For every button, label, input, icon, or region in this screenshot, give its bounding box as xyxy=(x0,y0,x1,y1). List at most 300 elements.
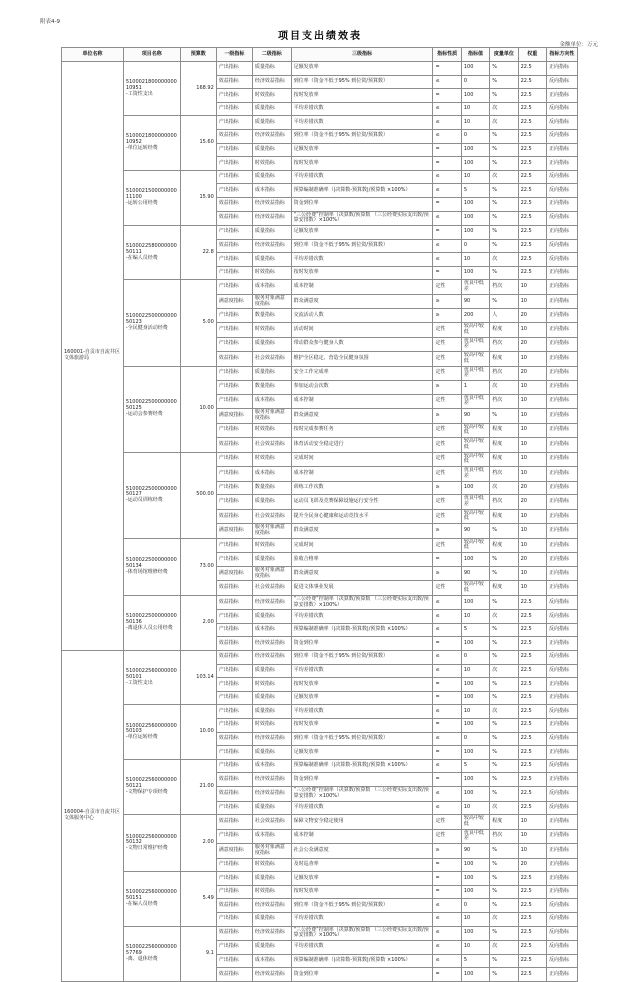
measure-unit-cell: % xyxy=(490,759,518,773)
header-row xyxy=(62,48,578,62)
indicator-level1-cell: 效益指标 xyxy=(216,352,252,367)
indicator-level2-cell: 时效指标 xyxy=(252,266,291,280)
measure-unit-cell: % xyxy=(490,595,518,610)
project-code: 510002256000000050151 xyxy=(125,889,177,901)
indicator-value-cell: 较高中较低 xyxy=(461,352,489,367)
project-name-cell xyxy=(123,170,180,225)
measure-unit-cell: 次 xyxy=(490,381,518,395)
header-indicator-level2: 二级指标 xyxy=(252,48,291,62)
indicator-level3-cell: 群众满意度 xyxy=(291,524,433,539)
indicator-level2-cell: 质量指标 xyxy=(252,691,291,705)
direction-cell: 正向指标 xyxy=(546,197,577,211)
indicator-nature-cell: = xyxy=(433,858,461,872)
indicator-value-cell: 5 xyxy=(461,954,489,968)
indicator-level2-cell: 数量指标 xyxy=(252,481,291,495)
weight-cell: 10 xyxy=(518,509,546,524)
project-name: -运动员训练经费 xyxy=(125,497,163,504)
budget-cell: 9.1 xyxy=(180,926,216,981)
measure-unit-cell: % xyxy=(490,239,518,253)
indicator-level1-cell: 产出指标 xyxy=(216,623,252,637)
project-name: -在编人员经费 xyxy=(125,900,158,907)
indicator-level2-cell: 质量指标 xyxy=(252,664,291,678)
direction-cell: 反向指标 xyxy=(546,664,577,678)
project-code: 510002250000000050136 xyxy=(125,613,177,626)
indicator-nature-cell: ≤ xyxy=(433,184,461,198)
indicator-nature-cell: 定性 xyxy=(433,538,461,553)
indicator-level1-cell: 效益指标 xyxy=(216,926,252,941)
indicator-level3-cell: 预算编制准确率（|决算数-预算数|/预算数 ×100%） xyxy=(291,759,433,773)
project-name: -文物保护专项经费 xyxy=(125,788,168,795)
indicator-value-cell: 100 xyxy=(461,678,489,692)
indicator-level1-cell: 产出指标 xyxy=(216,481,252,495)
direction-cell: 正向指标 xyxy=(546,226,577,240)
measure-unit-cell: 程度 xyxy=(490,509,518,524)
direction-cell: 正向指标 xyxy=(546,495,577,510)
budget-cell: 500.00 xyxy=(180,452,216,538)
direction-cell: 正向指标 xyxy=(546,481,577,495)
indicator-level3-cell: 到位率（资金不低于95% 到位资/预算数） xyxy=(291,239,433,253)
indicator-nature-cell: = xyxy=(433,773,461,787)
project-name-cell xyxy=(123,280,180,366)
budget-cell: 5.49 xyxy=(180,872,216,926)
indicator-level2-cell: 服务对象满意度指标 xyxy=(252,844,291,859)
indicator-value-cell: 优良中低差 xyxy=(461,366,489,381)
table-row xyxy=(62,226,578,240)
indicator-level1-cell: 产出指标 xyxy=(216,366,252,381)
measure-unit-cell: % xyxy=(490,157,518,171)
direction-cell: 正向指标 xyxy=(546,452,577,467)
indicator-level3-cell: 资金到位率 xyxy=(291,968,433,982)
weight-cell: 10 xyxy=(518,581,546,596)
indicator-level1-cell: 效益指标 xyxy=(216,787,252,802)
indicator-level2-cell: 经济效益指标 xyxy=(252,197,291,211)
weight-cell: 22.5 xyxy=(518,651,546,665)
direction-cell: 正向指标 xyxy=(546,62,577,76)
indicator-level3-cell: 按时完成参赛任务 xyxy=(291,423,433,438)
indicator-value-cell: 5 xyxy=(461,623,489,637)
indicator-level3-cell: 按时发放率 xyxy=(291,89,433,103)
indicator-level3-cell: 到位率（资金不低于95% 到位资/预算数） xyxy=(291,732,433,746)
project-code: 510002256000000050101 xyxy=(125,668,177,680)
direction-cell: 正向指标 xyxy=(546,294,577,309)
direction-cell: 正向指标 xyxy=(546,409,577,424)
table-row xyxy=(62,651,578,665)
indicator-level3-cell: 按时发放率 xyxy=(291,157,433,171)
weight-cell: 22.5 xyxy=(518,197,546,211)
indicator-value-cell: 100 xyxy=(461,211,489,226)
measure-unit-cell: 程度 xyxy=(490,538,518,553)
measure-unit-cell: 次 xyxy=(490,102,518,116)
weight-cell: 22.5 xyxy=(518,143,546,157)
indicator-nature-cell: = xyxy=(433,872,461,886)
indicator-level2-cell: 质量指标 xyxy=(252,801,291,815)
budget-cell: 5.00 xyxy=(180,280,216,366)
indicator-nature-cell: = xyxy=(433,637,461,651)
indicator-level1-cell: 产出指标 xyxy=(216,266,252,280)
indicator-level1-cell: 产出指标 xyxy=(216,954,252,968)
indicator-level2-cell: 质量指标 xyxy=(252,116,291,130)
indicator-level2-cell: 质量指标 xyxy=(252,143,291,157)
indicator-level1-cell: 效益指标 xyxy=(216,438,252,453)
measure-unit-cell: % xyxy=(490,858,518,872)
measure-unit-cell: % xyxy=(490,197,518,211)
direction-cell: 正向指标 xyxy=(546,143,577,157)
indicator-level1-cell: 产出指标 xyxy=(216,912,252,926)
measure-unit-cell: 程度 xyxy=(490,438,518,453)
project-code: 510002180000000010951 xyxy=(125,79,177,91)
weight-cell: 22.5 xyxy=(518,678,546,692)
indicator-level2-cell: 时效指标 xyxy=(252,157,291,171)
direction-cell: 正向指标 xyxy=(546,266,577,280)
indicator-level1-cell: 效益指标 xyxy=(216,197,252,211)
indicator-level2-cell: 时效指标 xyxy=(252,719,291,733)
measure-unit-cell: % xyxy=(490,885,518,899)
indicator-level1-cell: 产出指标 xyxy=(216,62,252,76)
indicator-level1-cell: 产出指标 xyxy=(216,143,252,157)
project-name-cell xyxy=(123,815,180,872)
project-name-cell xyxy=(123,366,180,452)
header-indicator-level1: 一级指标 xyxy=(216,48,252,62)
direction-cell: 正向指标 xyxy=(546,157,577,171)
project-name: -离、退休经费 xyxy=(125,955,158,962)
indicator-level1-cell: 产出指标 xyxy=(216,423,252,438)
measure-unit-cell: % xyxy=(490,968,518,982)
weight-cell: 20 xyxy=(518,553,546,567)
direction-cell: 正向指标 xyxy=(546,885,577,899)
indicator-level2-cell: 经济效益指标 xyxy=(252,75,291,89)
indicator-level1-cell: 效益指标 xyxy=(216,75,252,89)
indicator-level2-cell: 数量指标 xyxy=(252,381,291,395)
indicator-value-cell: 5 xyxy=(461,184,489,198)
measure-unit-cell: 次 xyxy=(490,801,518,815)
indicator-level2-cell: 时效指标 xyxy=(252,89,291,103)
measure-unit-cell: 程度 xyxy=(490,452,518,467)
table-header xyxy=(62,48,578,62)
project-name: -离退休人员公用经费 xyxy=(125,624,173,631)
project-name: -单位运转经费 xyxy=(125,734,158,740)
indicator-level1-cell: 产出指标 xyxy=(216,872,252,886)
indicator-nature-cell: = xyxy=(433,746,461,760)
project-code: 510002256000000050103 xyxy=(125,722,177,735)
indicator-level1-cell: 满意度指标 xyxy=(216,844,252,859)
indicator-level2-cell: 质量指标 xyxy=(252,337,291,352)
indicator-level3-cell: 到位率（资金不低于95% 到位资/预算数） xyxy=(291,129,433,143)
indicator-level2-cell: 质量指标 xyxy=(252,226,291,240)
project-name-cell xyxy=(123,116,180,170)
indicator-level1-cell: 效益指标 xyxy=(216,773,252,787)
indicator-level1-cell: 产出指标 xyxy=(216,381,252,395)
annex-label: 附表4-9 xyxy=(40,19,60,25)
indicator-value-cell: 10 xyxy=(461,116,489,130)
indicator-value-cell: 较高中较低 xyxy=(461,815,489,830)
indicator-nature-cell: ≥ xyxy=(433,844,461,859)
indicator-level3-cell: 保障文物安全稳定使用 xyxy=(291,815,433,830)
measure-unit-cell: % xyxy=(490,637,518,651)
measure-unit-cell: % xyxy=(490,926,518,941)
weight-cell: 10 xyxy=(518,844,546,859)
indicator-level3-cell: 维护全区稳定、营造全民健身氛围 xyxy=(291,352,433,367)
indicator-level1-cell: 效益指标 xyxy=(216,732,252,746)
weight-cell: 22.5 xyxy=(518,719,546,733)
direction-cell: 反向指标 xyxy=(546,926,577,941)
measure-unit-cell: % xyxy=(490,691,518,705)
direction-cell: 正向指标 xyxy=(546,538,577,553)
indicator-value-cell: 10 xyxy=(461,664,489,678)
indicator-level1-cell: 产出指标 xyxy=(216,858,252,872)
measure-unit-cell: % xyxy=(490,787,518,802)
project-name: -运动会参赛经费 xyxy=(125,410,163,417)
direction-cell: 正向指标 xyxy=(546,637,577,651)
unit-name-cell: 160004-自贡市自流井区文体服务中心 xyxy=(62,651,124,982)
budget-cell: 2.00 xyxy=(180,815,216,872)
measure-unit-cell: 程度 xyxy=(490,581,518,596)
indicator-level3-cell: 资金到位率 xyxy=(291,197,433,211)
weight-cell: 22.5 xyxy=(518,926,546,941)
measure-unit-cell: 程度 xyxy=(490,352,518,367)
indicator-level1-cell: 效益指标 xyxy=(216,129,252,143)
indicator-level1-cell: 效益指标 xyxy=(216,651,252,665)
indicator-level3-cell: 完成时间 xyxy=(291,538,433,553)
indicator-value-cell: 较高中较低 xyxy=(461,438,489,453)
indicator-nature-cell: ≥ xyxy=(433,294,461,309)
weight-cell: 22.5 xyxy=(518,637,546,651)
indicator-level2-cell: 社会效益指标 xyxy=(252,815,291,830)
indicator-level1-cell: 效益指标 xyxy=(216,581,252,596)
weight-cell: 22.5 xyxy=(518,266,546,280)
indicator-level3-cell: 到位率（资金不低于95% 到位资/预算数） xyxy=(291,899,433,913)
measure-unit-cell: % xyxy=(490,409,518,424)
indicator-value-cell: 较高中较低 xyxy=(461,323,489,338)
header-project-name: 项目名称 xyxy=(123,48,180,62)
direction-cell: 反向指标 xyxy=(546,651,577,665)
weight-cell: 10 xyxy=(518,815,546,830)
indicator-value-cell: 10 xyxy=(461,912,489,926)
direction-cell: 反向指标 xyxy=(546,759,577,773)
table-row xyxy=(62,926,578,941)
indicator-level2-cell: 成本指标 xyxy=(252,467,291,482)
indicator-value-cell: 优良中低差 xyxy=(461,337,489,352)
measure-unit-cell: 档次 xyxy=(490,337,518,352)
weight-cell: 10 xyxy=(518,423,546,438)
project-name-cell xyxy=(123,226,180,280)
direction-cell: 正向指标 xyxy=(546,691,577,705)
direction-cell: 反向指标 xyxy=(546,184,577,198)
table-row xyxy=(62,62,578,76)
indicator-level2-cell: 成本指标 xyxy=(252,184,291,198)
indicator-level1-cell: 产出指标 xyxy=(216,495,252,510)
project-name: -运转公用经费 xyxy=(125,199,158,206)
indicator-nature-cell: = xyxy=(433,266,461,280)
table-row xyxy=(62,366,578,381)
indicator-nature-cell: = xyxy=(433,226,461,240)
weight-cell: 22.5 xyxy=(518,116,546,130)
indicator-nature-cell: 定性 xyxy=(433,467,461,482)
indicator-nature-cell: = xyxy=(433,62,461,76)
measure-unit-cell: 档次 xyxy=(490,394,518,409)
indicator-level2-cell: 社会效益指标 xyxy=(252,352,291,367)
currency-unit-note: 金额单位：万元 xyxy=(559,42,598,48)
indicator-level1-cell: 效益指标 xyxy=(216,211,252,226)
indicator-level1-cell: 产出指标 xyxy=(216,89,252,103)
indicator-level3-cell: 预算编制准确率（|决算数-预算数|/预算数 ×100%） xyxy=(291,954,433,968)
project-name-cell xyxy=(123,705,180,759)
indicator-level2-cell: 质量指标 xyxy=(252,941,291,955)
indicator-level2-cell: 成本指标 xyxy=(252,623,291,637)
indicator-nature-cell: ≥ xyxy=(433,524,461,539)
indicator-level3-cell: 平均差错次数 xyxy=(291,801,433,815)
indicator-value-cell: 100 xyxy=(461,773,489,787)
weight-cell: 22.5 xyxy=(518,746,546,760)
indicator-level1-cell: 满意度指标 xyxy=(216,566,252,581)
indicator-level1-cell: 产出指标 xyxy=(216,452,252,467)
indicator-level3-cell: 参加运动会次数 xyxy=(291,381,433,395)
measure-unit-cell: 次 xyxy=(490,253,518,267)
direction-cell: 反向指标 xyxy=(546,801,577,815)
indicator-level2-cell: 质量指标 xyxy=(252,705,291,719)
project-name-cell xyxy=(123,595,180,650)
direction-cell: 正向指标 xyxy=(546,581,577,596)
measure-unit-cell: 档次 xyxy=(490,366,518,381)
indicator-level1-cell: 产出指标 xyxy=(216,678,252,692)
indicator-level2-cell: 服务对象满意度指标 xyxy=(252,566,291,581)
indicator-level2-cell: 社会效益指标 xyxy=(252,438,291,453)
indicator-level1-cell: 满意度指标 xyxy=(216,294,252,309)
indicator-level2-cell: 服务对象满意度指标 xyxy=(252,294,291,309)
direction-cell: 正向指标 xyxy=(546,337,577,352)
measure-unit-cell: 人 xyxy=(490,309,518,323)
weight-cell: 20 xyxy=(518,495,546,510)
indicator-nature-cell: ≤ xyxy=(433,595,461,610)
project-name: -工资性支出 xyxy=(125,679,153,686)
direction-cell: 反向指标 xyxy=(546,787,577,802)
direction-cell: 正向指标 xyxy=(546,524,577,539)
measure-unit-cell: % xyxy=(490,62,518,76)
header-indicator-nature: 指标性质 xyxy=(433,48,461,62)
direction-cell: 反向指标 xyxy=(546,253,577,267)
indicator-nature-cell: = xyxy=(433,553,461,567)
header-indicator-value: 指标值 xyxy=(461,48,489,62)
measure-unit-cell: 档次 xyxy=(490,467,518,482)
indicator-level3-cell: 资金到位率 xyxy=(291,637,433,651)
direction-cell: 正向指标 xyxy=(546,280,577,295)
indicator-level3-cell: 活动时间 xyxy=(291,323,433,338)
project-name: -全民健身活动经费 xyxy=(125,324,168,331)
weight-cell: 20 xyxy=(518,309,546,323)
weight-cell: 22.5 xyxy=(518,954,546,968)
indicator-nature-cell: ≤ xyxy=(433,102,461,116)
performance-table-body xyxy=(62,62,578,982)
indicator-level2-cell: 质量指标 xyxy=(252,872,291,886)
indicator-level2-cell: 时效指标 xyxy=(252,678,291,692)
measure-unit-cell: % xyxy=(490,732,518,746)
measure-unit-cell: 次 xyxy=(490,481,518,495)
project-code: 510002180000000010952 xyxy=(125,133,177,146)
indicator-level1-cell: 产出指标 xyxy=(216,759,252,773)
indicator-level1-cell: 效益指标 xyxy=(216,968,252,982)
weight-cell: 22.5 xyxy=(518,691,546,705)
indicator-level1-cell: 产出指标 xyxy=(216,705,252,719)
indicator-level2-cell: 质量指标 xyxy=(252,170,291,184)
indicator-value-cell: 10 xyxy=(461,705,489,719)
direction-cell: 反向指标 xyxy=(546,705,577,719)
unit-name-cell: 160001-自贡市自流井区文体旅游局 xyxy=(62,62,124,651)
indicator-value-cell: 100 xyxy=(461,143,489,157)
indicator-value-cell: 优良中低差 xyxy=(461,829,489,844)
direction-cell: 反向指标 xyxy=(546,954,577,968)
project-name: -在编人员经费 xyxy=(125,254,158,261)
indicator-level1-cell: 效益指标 xyxy=(216,595,252,610)
weight-cell: 22.5 xyxy=(518,75,546,89)
indicator-level3-cell: 成本控制 xyxy=(291,394,433,409)
indicator-nature-cell: 定性 xyxy=(433,366,461,381)
indicator-level2-cell: 经济效益指标 xyxy=(252,787,291,802)
weight-cell: 10 xyxy=(518,394,546,409)
weight-cell: 22.5 xyxy=(518,102,546,116)
measure-unit-cell: % xyxy=(490,746,518,760)
weight-cell: 22.5 xyxy=(518,226,546,240)
weight-cell: 22.5 xyxy=(518,801,546,815)
direction-cell: 反向指标 xyxy=(546,595,577,610)
indicator-level3-cell: 完成时间 xyxy=(291,452,433,467)
indicator-nature-cell: ≤ xyxy=(433,801,461,815)
indicator-value-cell: 0 xyxy=(461,899,489,913)
indicator-nature-cell: 定性 xyxy=(433,280,461,295)
weight-cell: 10 xyxy=(518,352,546,367)
indicator-value-cell: 0 xyxy=(461,75,489,89)
direction-cell: 正向指标 xyxy=(546,89,577,103)
weight-cell: 22.5 xyxy=(518,610,546,624)
indicator-value-cell: 100 xyxy=(461,266,489,280)
indicator-level2-cell: 经济效益指标 xyxy=(252,926,291,941)
measure-unit-cell: % xyxy=(490,75,518,89)
indicator-value-cell: 100 xyxy=(461,89,489,103)
indicator-value-cell: 100 xyxy=(461,553,489,567)
indicator-level3-cell: 促进文体事业发展 xyxy=(291,581,433,596)
indicator-level3-cell: 运动员飞训及竞赛保障设施运行安全性 xyxy=(291,495,433,510)
indicator-value-cell: 优良中低差 xyxy=(461,394,489,409)
indicator-level3-cell: 预算编制准确率（|决算数-预算数|/预算数 ×100%） xyxy=(291,184,433,198)
performance-table xyxy=(61,47,578,982)
indicator-level2-cell: 经济效益指标 xyxy=(252,732,291,746)
indicator-level2-cell: 质量指标 xyxy=(252,746,291,760)
table-row xyxy=(62,538,578,553)
indicator-level3-cell: 成本控制 xyxy=(291,280,433,295)
indicator-nature-cell: ≤ xyxy=(433,912,461,926)
indicator-nature-cell: ≤ xyxy=(433,170,461,184)
weight-cell: 22.5 xyxy=(518,157,546,171)
indicator-nature-cell: 定性 xyxy=(433,423,461,438)
indicator-value-cell: 90 xyxy=(461,294,489,309)
indicator-level1-cell: 产出指标 xyxy=(216,801,252,815)
indicator-level1-cell: 效益指标 xyxy=(216,509,252,524)
indicator-nature-cell: ≤ xyxy=(433,926,461,941)
table-row xyxy=(62,815,578,830)
indicator-level3-cell: “三公经费”控制率（决算数/预算数 （三公经费实际支出数/预算安排数）×100%） xyxy=(291,787,433,802)
indicator-value-cell: 优良中低差 xyxy=(461,280,489,295)
indicator-value-cell: 较高中较低 xyxy=(461,423,489,438)
weight-cell: 22.5 xyxy=(518,239,546,253)
indicator-value-cell: 90 xyxy=(461,566,489,581)
indicator-value-cell: 90 xyxy=(461,844,489,859)
indicator-nature-cell: 定性 xyxy=(433,581,461,596)
indicator-level1-cell: 产出指标 xyxy=(216,157,252,171)
indicator-nature-cell: 定性 xyxy=(433,394,461,409)
indicator-level2-cell: 成本指标 xyxy=(252,829,291,844)
indicator-value-cell: 10 xyxy=(461,170,489,184)
indicator-level2-cell: 时效指标 xyxy=(252,885,291,899)
indicator-nature-cell: ≤ xyxy=(433,239,461,253)
weight-cell: 10 xyxy=(518,829,546,844)
